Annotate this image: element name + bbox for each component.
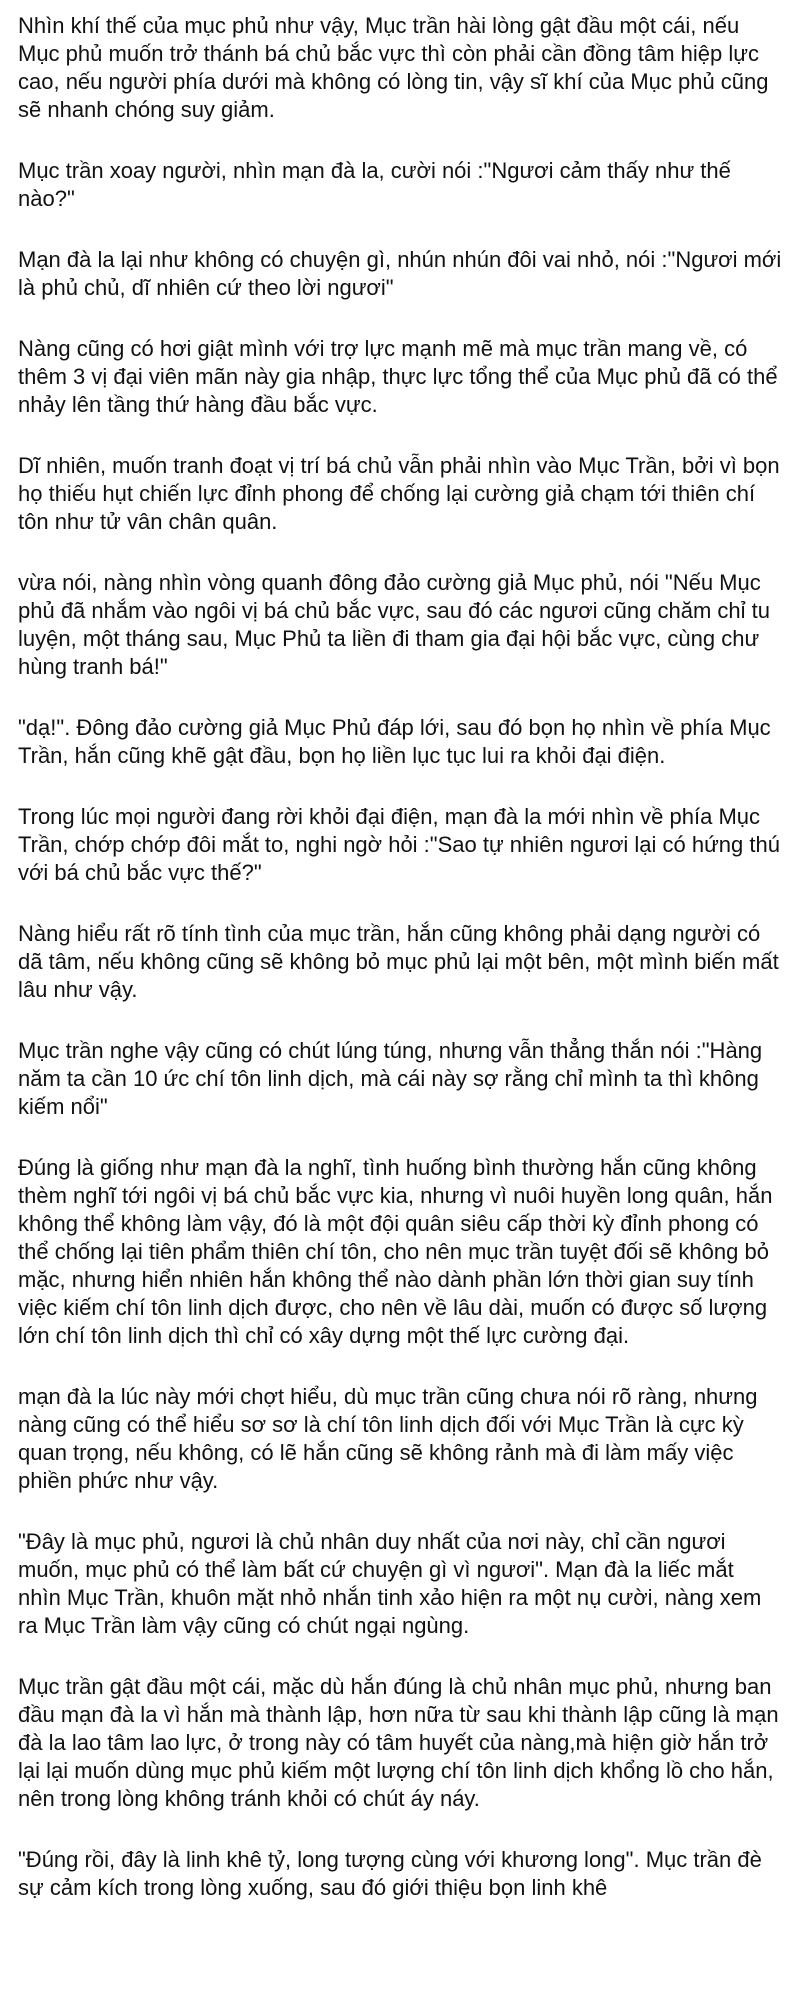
paragraph: Nhìn khí thế của mục phủ như vậy, Mục trần hài lòng gật đầu một cái, nếu Mục phủ muốn trở thánh bá chủ bắc vực thì còn phải cần đồng tâm hiệp lực cao, nếu người phía dưới mà không có lòng tin, vậy sĩ khí của Mục phủ cũng sẽ nhanh chóng suy giảm. <box>18 13 769 122</box>
paragraph: Trong lúc mọi người đang rời khỏi đại điện, mạn đà la mới nhìn về phía Mục Trần, chớp chớp đôi mắt to, nghi ngờ hỏi :"Sao tự nhiên ngươi lại có hứng thú với bá chủ bắc vực thế?" <box>18 804 780 885</box>
paragraph: "dạ!". Đông đảo cường giả Mục Phủ đáp lới, sau đó bọn họ nhìn về phía Mục Trần, hắn cũng khẽ gật đầu, bọn họ liền lục tục lui ra khỏi đại điện. <box>18 715 771 768</box>
paragraph: "Đúng rồi, đây là linh khê tỷ, long tượng cùng với khương long". Mục trần đè sự cảm kích trong lòng xuống, sau đó giới thiệu bọn linh khê <box>18 1847 762 1900</box>
paragraph: Mục trần xoay người, nhìn mạn đà la, cười nói :"Ngươi cảm thấy như thế nào?" <box>18 158 731 211</box>
paragraph: Mục trần nghe vậy cũng có chút lúng túng, nhưng vẫn thẳng thắn nói :"Hàng năm ta cần 10 ức chí tôn linh dịch, mà cái này sợ rằng chỉ mình ta thì không kiếm nổi" <box>18 1038 763 1119</box>
paragraph: Nàng cũng có hơi giật mình với trợ lực mạnh mẽ mà mục trần mang về, có thêm 3 vị đại viên mãn này gia nhập, thực lực tổng thể của Mục phủ đã có thể nhảy lên tầng thứ hàng đầu bắc vực. <box>18 336 778 417</box>
paragraph: Dĩ nhiên, muốn tranh đoạt vị trí bá chủ vẫn phải nhìn vào Mục Trần, bởi vì bọn họ thiếu hụt chiến lực đỉnh phong để chống lại cường giả chạm tới thiên chí tôn như tử vân chân quân. <box>18 453 780 534</box>
paragraph: Mạn đà la lại như không có chuyện gì, nhún nhún đôi vai nhỏ, nói :"Ngươi mới là phủ chủ, dĩ nhiên cứ theo lời ngươi" <box>18 247 782 300</box>
paragraph: mạn đà la lúc này mới chợt hiểu, dù mục trần cũng chưa nói rõ ràng, nhưng nàng cũng có thể hiểu sơ sơ là chí tôn linh dịch đối với Mục Trần là cực kỳ quan trọng, nếu không, có lẽ hắn cũng sẽ không rảnh mà đi làm mấy việc phiền phức như vậy. <box>18 1384 758 1493</box>
paragraph: vừa nói, nàng nhìn vòng quanh đông đảo cường giả Mục phủ, nói "Nếu Mục phủ đã nhắm vào ngôi vị bá chủ bắc vực, sau đó các ngươi cũng chăm chỉ tu luyện, một tháng sau, Mục Phủ ta liền đi tham gia đại hội bắc vực, cùng chư hùng tranh bá!" <box>18 570 770 679</box>
paragraph: Mục trần gật đầu một cái, mặc dù hắn đúng là chủ nhân mục phủ, nhưng ban đầu mạn đà la vì hắn mà thành lập, hơn nữa từ sau khi thành lập cũng là mạn đà la lao tâm lao lực, ở trong này có tâm huyết của nàng,mà hiện giờ hắn trở lại lại muốn dùng mục phủ kiếm một lượng chí tôn linh dịch khổng lồ cho hắn, nên trong lòng không tránh khỏi có chút áy náy. <box>18 1674 779 1811</box>
paragraph: Nàng hiểu rất rõ tính tình của mục trần, hắn cũng không phải dạng người có dã tâm, nếu không cũng sẽ không bỏ mục phủ lại một bên, một mình biến mất lâu như vậy. <box>18 921 779 1002</box>
paragraph: Đúng là giống như mạn đà la nghĩ, tình huống bình thường hắn cũng không thèm nghĩ tới ngôi vị bá chủ bắc vực kia, nhưng vì nuôi huyền long quân, hắn không thể không làm vậy, đó là một đội quân siêu cấp thời kỳ đỉnh phong có thể chống lại tiên phẩm thiên chí tôn, cho nên mục trần tuyệt đối sẽ không bỏ mặc, nhưng hiển nhiên hắn không thể nào dành phần lớn thời gian suy tính việc kiếm chí tôn linh dịch được, cho nên về lâu dài, muốn có được số lượng lớn chí tôn linh dịch thì chỉ có xây dựng một thế lực cường đại. <box>18 1155 773 1348</box>
paragraph: "Đây là mục phủ, ngươi là chủ nhân duy nhất của nơi này, chỉ cần ngươi muốn, mục phủ có thể làm bất cứ chuyện gì vì ngươi". Mạn đà la liếc mắt nhìn Mục Trần, khuôn mặt nhỏ nhắn tinh xảo hiện ra một nụ cười, nàng xem ra Mục Trần làm vậy cũng có chút ngại ngùng. <box>18 1529 762 1638</box>
